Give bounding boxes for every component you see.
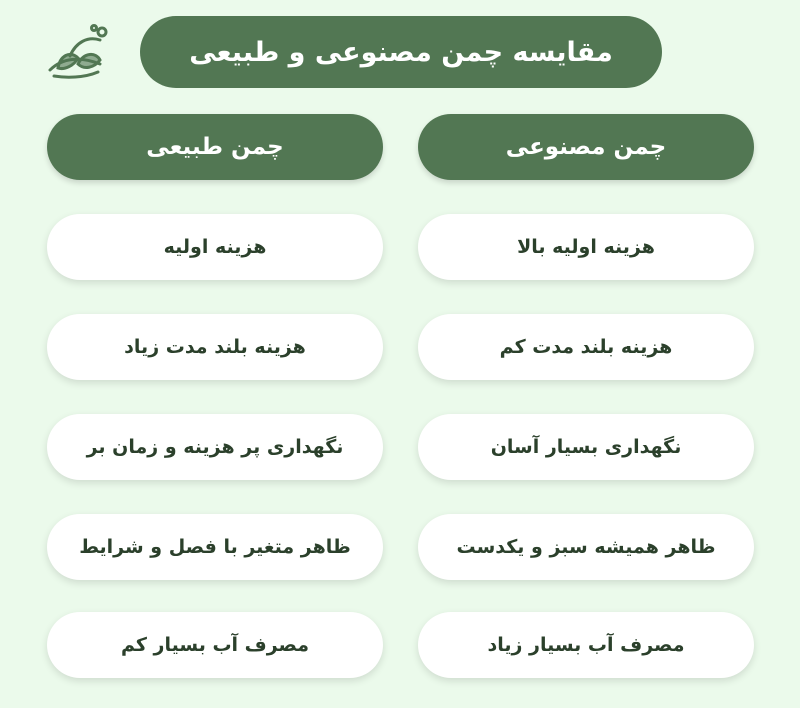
header-natural-grass: چمن طبیعی: [47, 114, 383, 180]
natural-maintenance: نگهداری پر هزینه و زمان بر: [47, 414, 383, 480]
artificial-appearance: ظاهر همیشه سبز و یکدست: [418, 514, 754, 580]
natural-long-term-cost: هزینه بلند مدت زیاد: [47, 314, 383, 380]
artificial-initial-cost: هزینه اولیه بالا: [418, 214, 754, 280]
natural-water-usage: مصرف آب بسیار کم: [47, 612, 383, 678]
natural-appearance: ظاهر متغیر با فصل و شرایط: [47, 514, 383, 580]
leaf-logo-icon: [40, 18, 112, 90]
natural-initial-cost: هزینه اولیه: [47, 214, 383, 280]
artificial-maintenance: نگهداری بسیار آسان: [418, 414, 754, 480]
artificial-long-term-cost: هزینه بلند مدت کم: [418, 314, 754, 380]
artificial-water-usage: مصرف آب بسیار زیاد: [418, 612, 754, 678]
page-title: مقایسه چمن مصنوعی و طبیعی: [140, 16, 662, 88]
header-artificial-grass: چمن مصنوعی: [418, 114, 754, 180]
